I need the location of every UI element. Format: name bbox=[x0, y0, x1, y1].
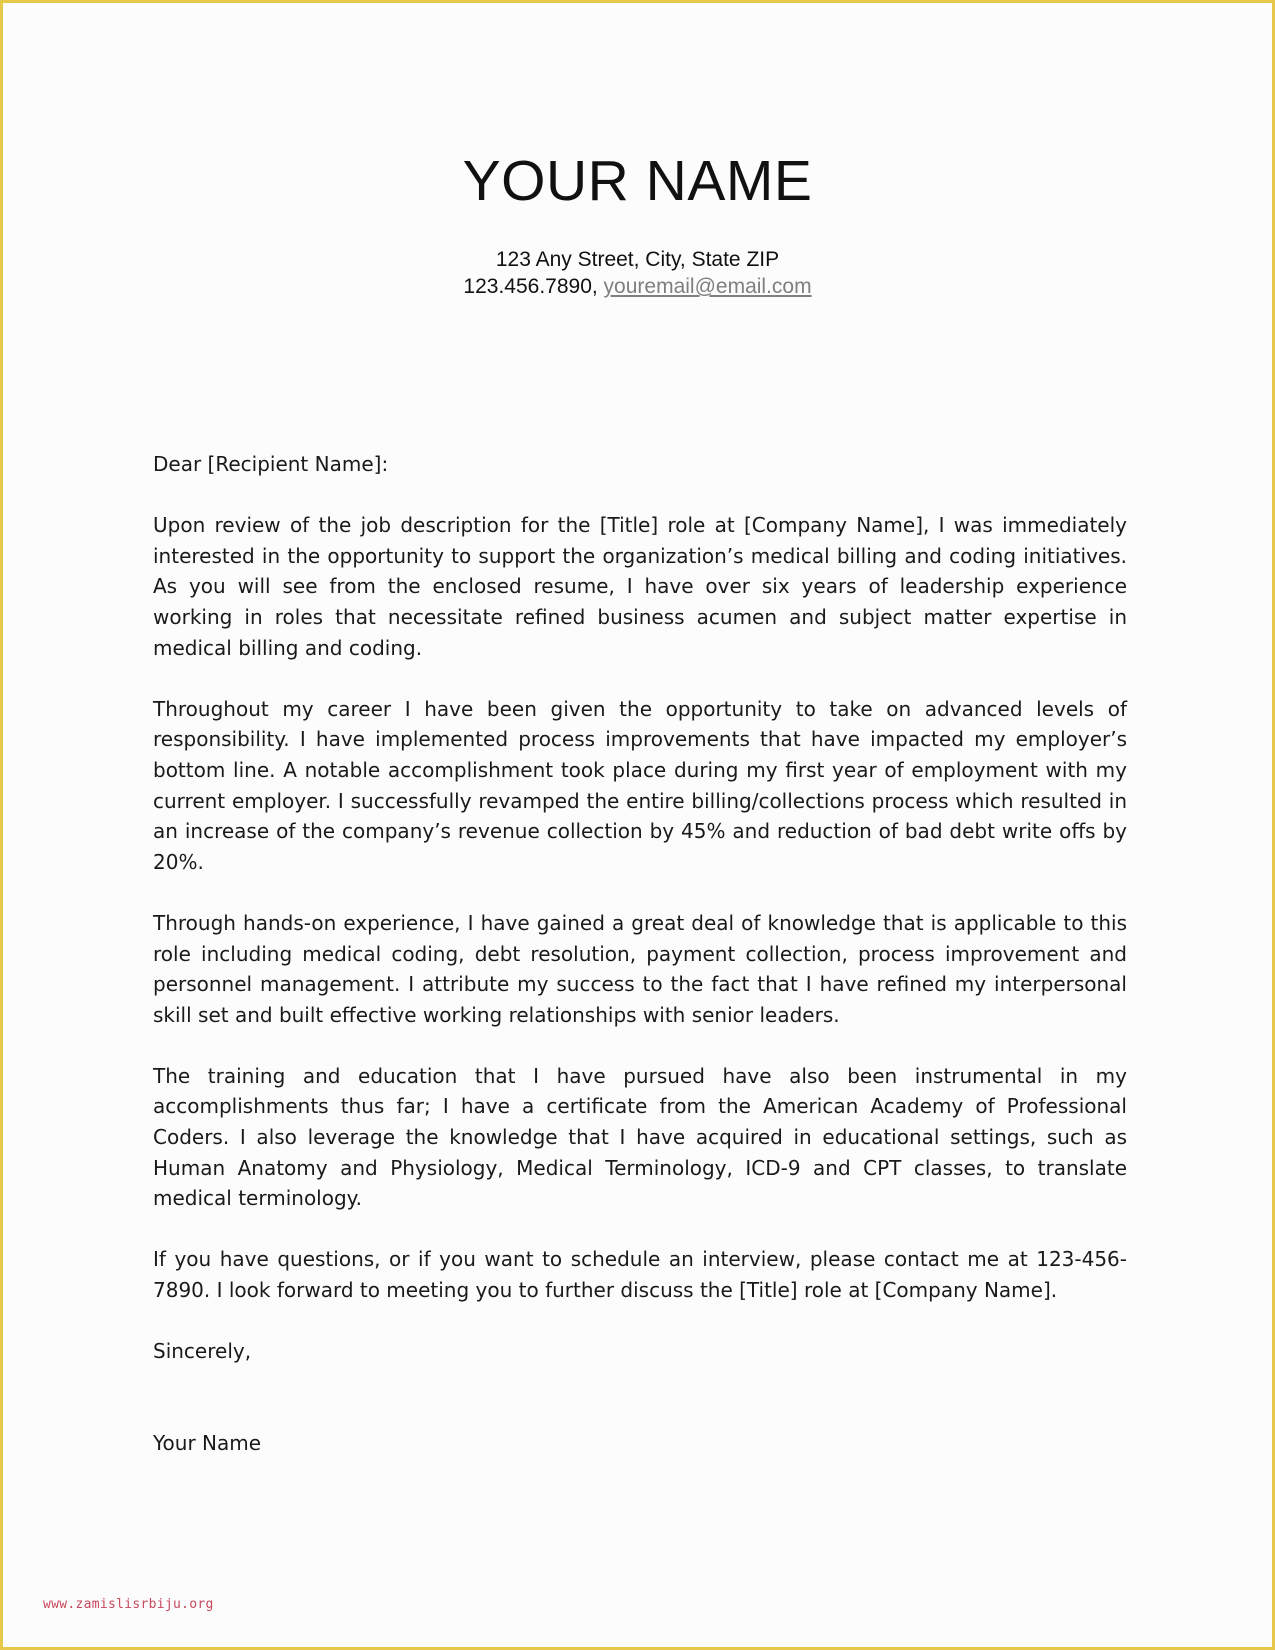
letter-paragraph-1: Upon review of the job description for the [Title] role at [Company Name], I was immediately interested in the opportunity to support the organization’s medical billing and coding initiatives. As you will see from the enclosed resume, I have over six years of leadership experience working in roles that necessitate refined business acumen and subject matter expertise in medical billing and coding. bbox=[153, 513, 1127, 660]
letter-signature: Your Name bbox=[153, 1430, 262, 1455]
sender-email-link[interactable]: youremail@email.com bbox=[603, 275, 812, 298]
sender-phone: 123.456.7890, bbox=[463, 275, 598, 298]
letter-paragraph-5: If you have questions, or if you want to schedule an interview, please contact me at 123-456-7890. I look forward to meeting you to further discuss the [Title] role at [Company Name]. bbox=[153, 1247, 1127, 1303]
sender-name-heading: YOUR NAME bbox=[462, 149, 813, 213]
letter-salutation: Dear [Recipient Name]: bbox=[153, 452, 389, 476]
letter-paragraph-2: Throughout my career I have been given the opportunity to take on advanced levels of responsibility. I have implemented process improvements that have impacted my employer’s bottom line. A notable accomplishment took place during my first year of employment with my current employer. I successfully revamped the entire billing/collections process which resulted in an increase of the company’s revenue collection by 45% and reduction of bad debt write offs by 20%. bbox=[153, 696, 1127, 874]
letter-paragraph-4: The training and education that I have pursued have also been instrumental in my accomplishments thus far; I have a certificate from the American Academy of Professional Coders. I also leverage the knowledge that I have acquired in educational settings, such as Human Anatomy and Physiology, Medical Terminology, ICD-9 and CPT classes, to translate medical terminology. bbox=[153, 1063, 1127, 1211]
letter-paragraph-3: Through hands-on experience, I have gained a great deal of knowledge that is applicable to this role including medical coding, debt resolution, payment collection, process improvement and personnel management. I attribute my success to the fact that I have refined my interpersonal skill set and built effective working relationships with senior leaders. bbox=[153, 910, 1127, 1027]
site-watermark: www.zamislisrbiju.org bbox=[43, 1597, 214, 1612]
letter-closing: Sincerely, bbox=[153, 1339, 252, 1364]
sender-contact-line bbox=[3, 276, 1272, 297]
sender-address: 123 Any Street, City, State ZIP bbox=[495, 248, 780, 271]
letter-body bbox=[153, 449, 1127, 1458]
